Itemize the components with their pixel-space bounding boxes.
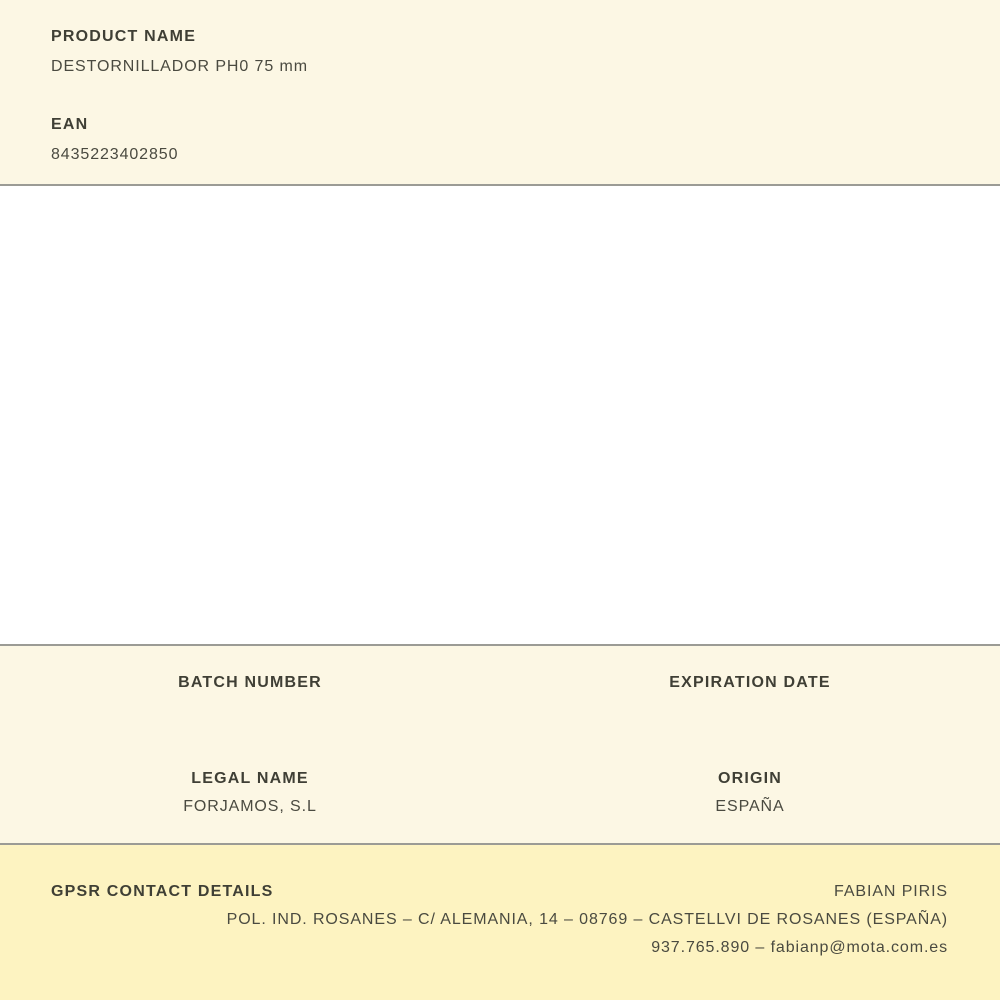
- ean-label: EAN: [51, 116, 89, 133]
- ean-field: [51, 114, 949, 166]
- gpsr-contact-address: POL. IND. ROSANES – C/ ALEMANIA, 14 – 08769 – CASTELLVI DE ROSANES (ESPAÑA): [226, 911, 948, 928]
- gpsr-contact-label: GPSR CONTACT DETAILS: [51, 883, 274, 900]
- label-blank-area: [0, 186, 1000, 644]
- details-section: [0, 644, 1000, 843]
- ean-value: 8435223402850: [51, 146, 179, 163]
- legal-name-field: [0, 768, 500, 818]
- details-row-1: [0, 672, 1000, 700]
- origin-value: ESPAÑA: [715, 798, 785, 815]
- product-header-section: [0, 0, 1000, 186]
- gpsr-contact-phone-email: 937.765.890 – fabianp@mota.com.es: [651, 939, 948, 956]
- gpsr-contact-name: FABIAN PIRIS: [834, 883, 948, 900]
- gpsr-contact-section: [0, 843, 1000, 1000]
- legal-name-value: FORJAMOS, S.L: [183, 798, 317, 815]
- expiration-date-field: [500, 672, 1000, 700]
- gpsr-contact-header-row: [51, 881, 948, 903]
- batch-number-field: [0, 672, 500, 700]
- batch-number-label: BATCH NUMBER: [178, 674, 322, 691]
- product-name-label: PRODUCT NAME: [51, 28, 197, 45]
- details-row-2: [0, 768, 1000, 818]
- legal-name-label: LEGAL NAME: [191, 770, 309, 787]
- expiration-date-label: EXPIRATION DATE: [669, 674, 831, 691]
- origin-field: [500, 768, 1000, 818]
- origin-label: ORIGIN: [717, 770, 783, 787]
- product-name-field: [51, 26, 949, 78]
- product-name-value: DESTORNILLADOR PH0 75 mm: [51, 58, 308, 75]
